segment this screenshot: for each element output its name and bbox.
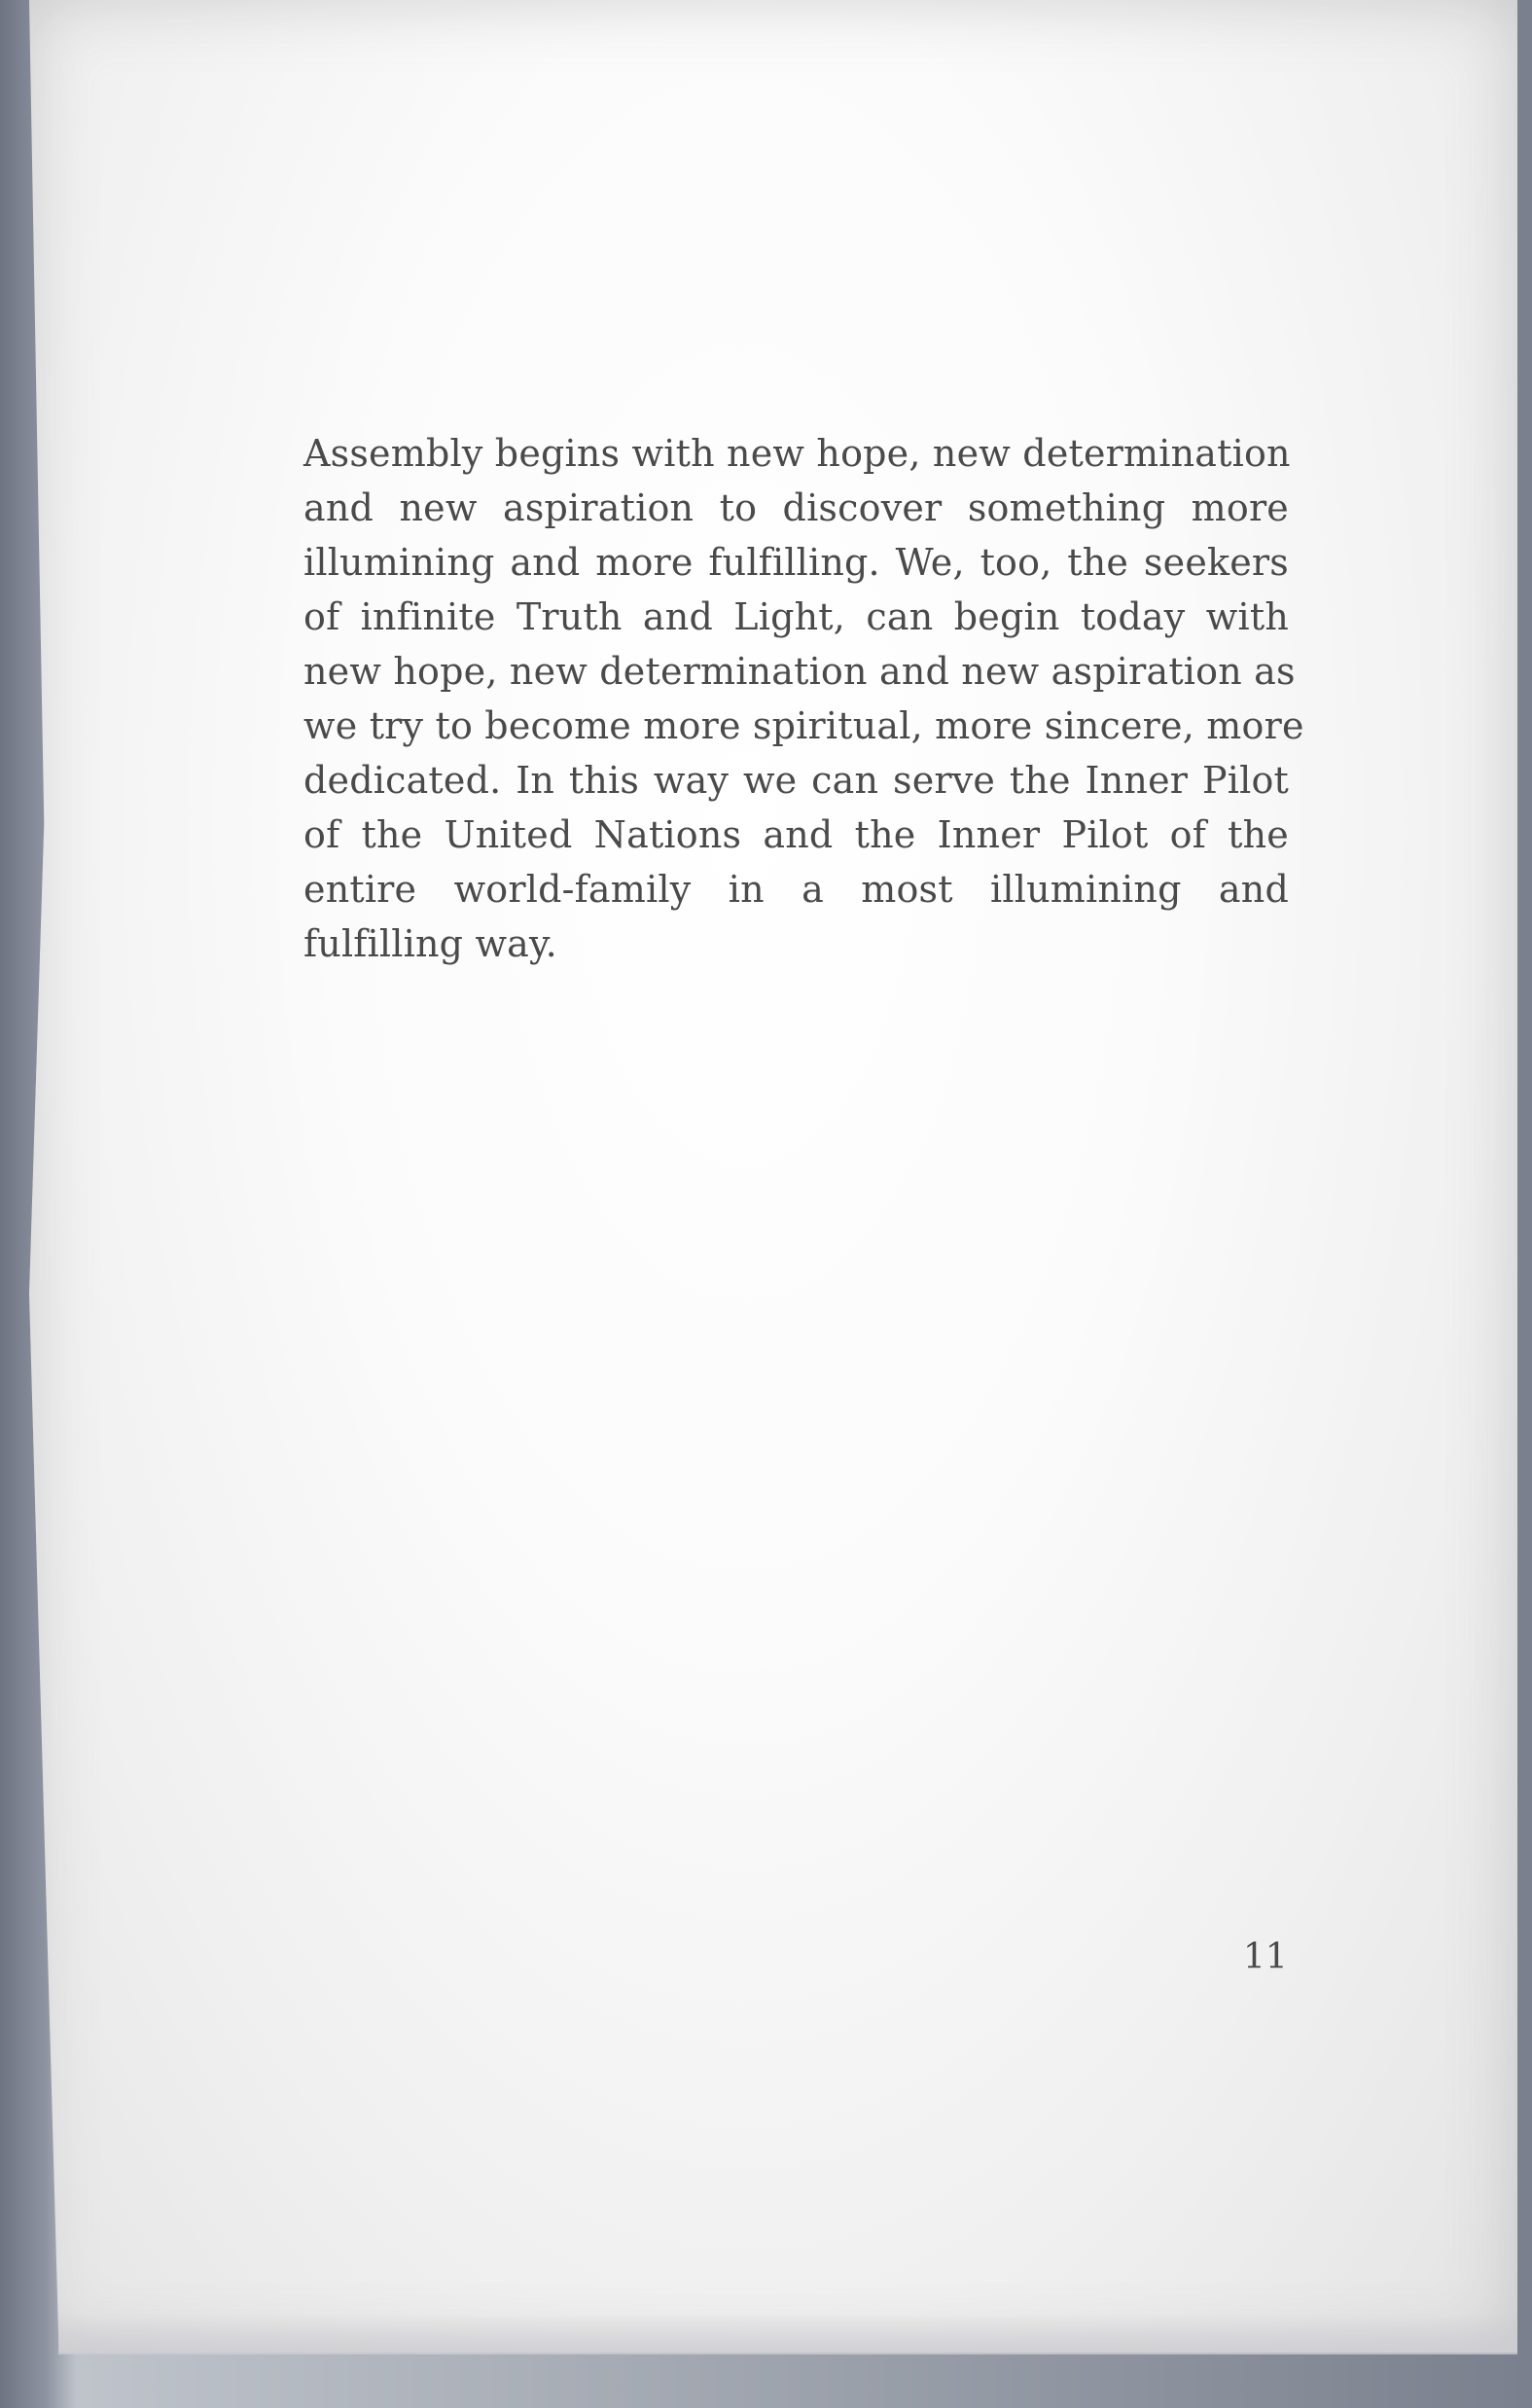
text-line: fulfilling way. [303, 922, 557, 965]
text-line: we try to become more spiritual, more sincere, more [303, 704, 1304, 747]
text-line: dedicated. In this way we can serve the Inner Pilot [303, 759, 1289, 802]
text-line: illumining and more fulfilling. We, too, the seekers [303, 541, 1289, 584]
text-line: and new aspiration to discover something more [303, 486, 1289, 529]
text-line: entire world-family in a most illumining and [303, 868, 1289, 911]
text-line: of infinite Truth and Light, can begin today with [303, 595, 1289, 638]
body-paragraph [303, 426, 1304, 971]
text-line: of the United Nations and the Inner Pilot of the [303, 813, 1289, 856]
page-number: 11 [1243, 1937, 1288, 1977]
page-sheet [29, 0, 1517, 2353]
text-line: new hope, new determination and new aspiration as [303, 650, 1296, 693]
text-line: Assembly begins with new hope, new determination [303, 432, 1291, 475]
page-bottom-shade [58, 2314, 1517, 2354]
